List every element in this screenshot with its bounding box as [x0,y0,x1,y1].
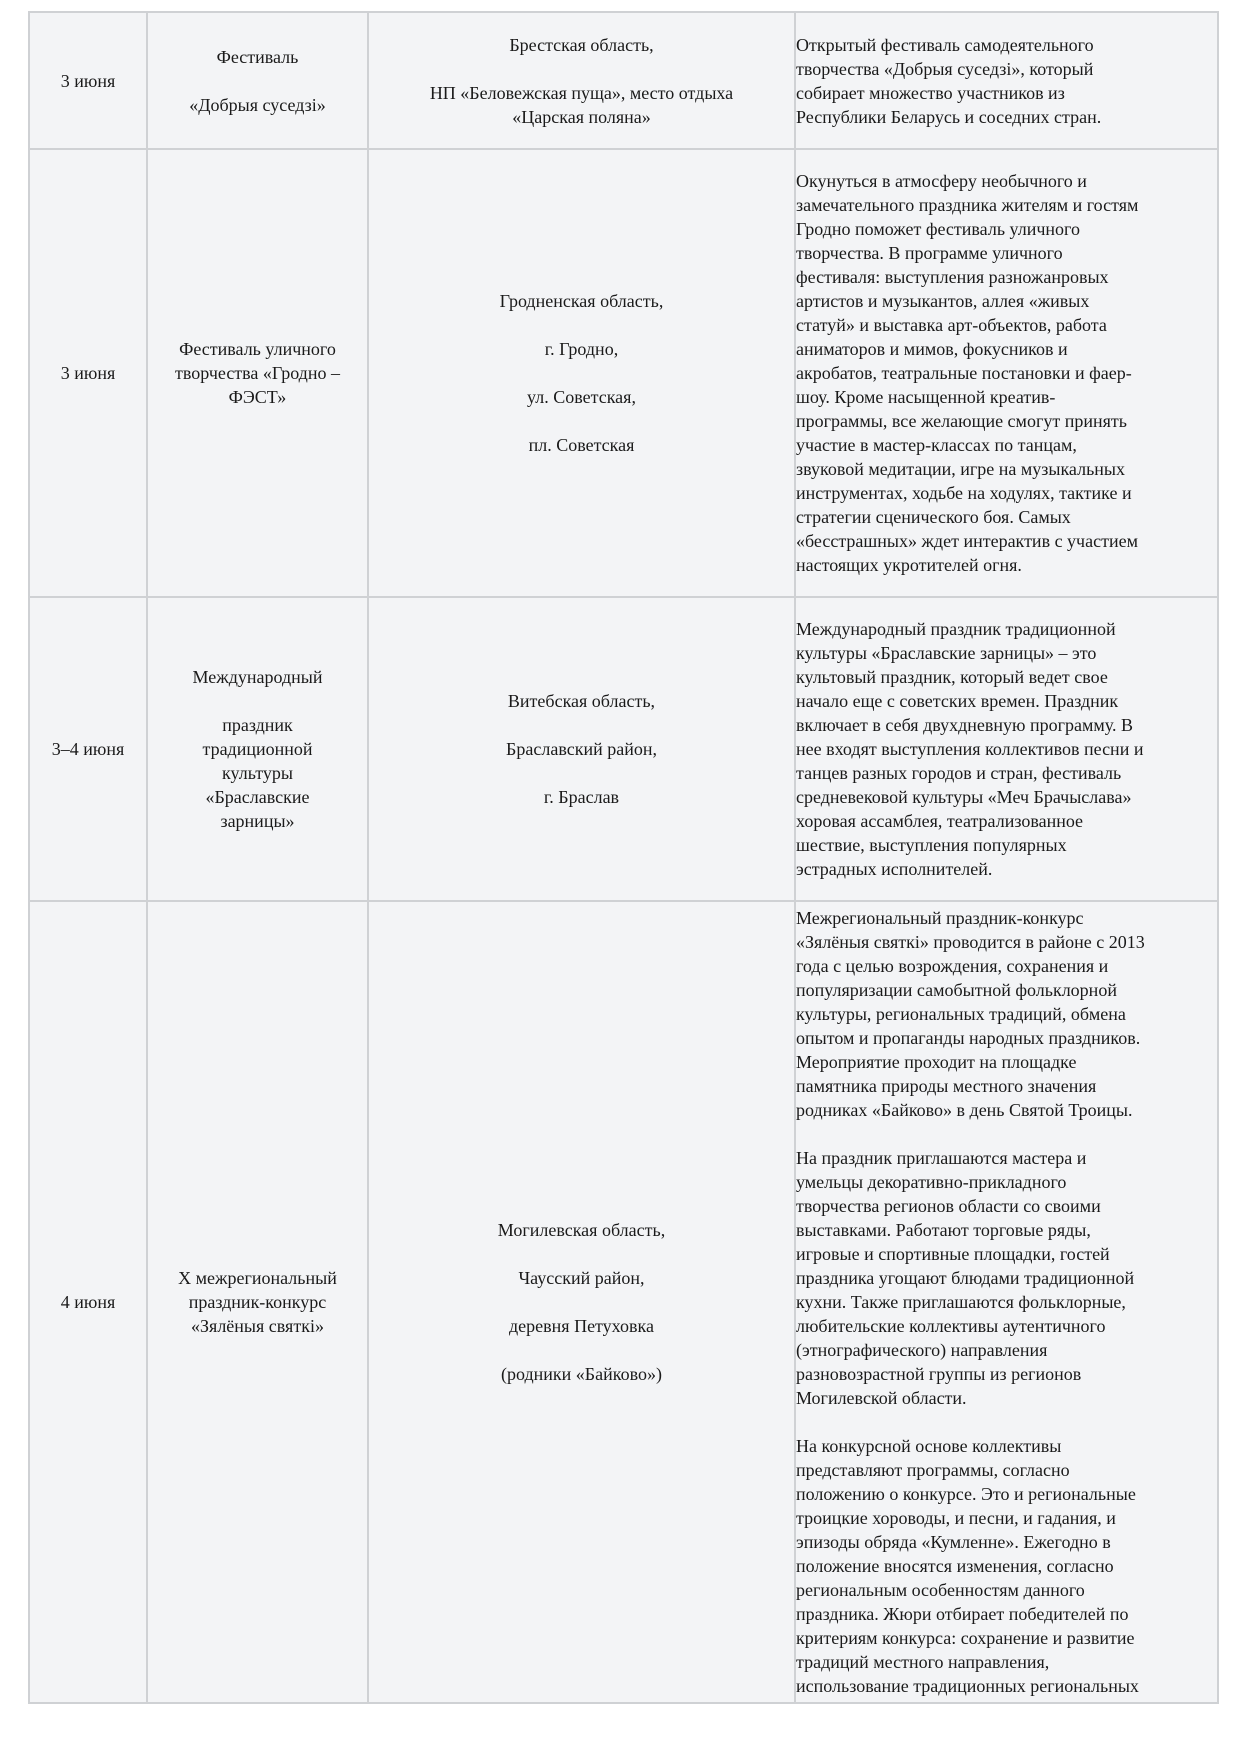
event-place-line: Витебская область, [507,691,656,711]
description-line: использование традиционных региональных [796,1676,1139,1696]
description-line: праздника. Жюри отбирает победителей по [796,1604,1129,1624]
description-line: праздника угощают блюдами традиционной [796,1268,1135,1288]
description-line: включает в себя двухдневную программу. В [796,715,1133,735]
description-line: нее входят выступления коллективов песни и [796,739,1144,759]
events-table [28,11,1219,1704]
description-line: представляют программы, согласно [796,1460,1070,1480]
description-line: стратегии сценического боя. Самых [796,507,1071,527]
line-spacer [369,313,794,337]
description-line: Гродно поможет фестиваль уличного [796,219,1080,239]
description-line: положение вносятся изменения, согласно [796,1556,1114,1576]
description-line: замечательного праздника жителям и гостям [796,195,1139,215]
table-row [29,597,1218,901]
description-line: хоровая ассамблея, театрализованное [796,811,1084,831]
line-spacer [369,761,794,785]
event-name-line: Фестиваль уличного [179,339,336,359]
table-row [29,901,1218,1703]
description-line: «Зялёныя святкі» проводится в районе с 2013 [796,932,1145,952]
description-line: шествие, выступления популярных [796,835,1067,855]
description-line: культовый праздник, который ведет свое [796,667,1108,687]
description-line: инструментах, ходьбе на ходулях, тактике и [796,483,1132,503]
event-place-line: пл. Советская [528,435,635,455]
event-name-line: X межрегиональный [178,1268,337,1288]
description-line: выставками. Работают торговые ряды, [796,1220,1091,1240]
event-description-cell [795,149,1218,597]
description-paragraph [796,1146,1217,1410]
description-line: статуй» и выставка арт-объектов, работа [796,315,1107,335]
line-spacer [369,1290,794,1314]
event-name-line: ФЭСТ» [228,387,287,407]
description-line: На конкурсной основе коллективы [796,1436,1062,1456]
description-line: опытом и пропаганды народных праздников. [796,1028,1141,1048]
line-spacer [369,361,794,385]
table-row [29,149,1218,597]
description-line: участие в мастер-классах по танцам, [796,435,1077,455]
event-place-line: Брестская область, [509,34,654,55]
description-line: популяризации самобытной фольклорной [796,980,1117,1000]
event-name-line: зарницы» [220,811,295,831]
description-line: творчества «Добрыя суседзі», который [796,58,1094,79]
event-place-line: Могилевская область, [497,1220,666,1240]
event-place-cell [368,901,795,1703]
description-line: Окунуться в атмосферу необычного и [796,171,1087,191]
event-place-line: деревня Петуховка [509,1316,654,1336]
event-place-cell [368,12,795,149]
description-line: артистов и музыкантов, аллея «живых [796,291,1090,311]
event-name-line: «Браславские [205,787,310,807]
description-line: (этнографического) направления [796,1340,1048,1360]
description-line: средневековой культуры «Меч Брачыслава» [796,787,1132,807]
event-date-cell [29,901,147,1703]
event-name-cell [147,149,368,597]
description-line: умельцы декоративно-прикладного [796,1172,1067,1192]
description-line: танцев разных городов и стран, фестиваль [796,763,1122,783]
events-table-body [29,12,1218,1703]
event-name-line: традиционной [202,739,313,759]
description-line: эстрадных исполнителей. [796,859,993,879]
event-place-line: Чаусский район, [518,1268,645,1288]
line-spacer [369,57,794,81]
description-line: разновозрастной группы из регионов [796,1364,1082,1384]
event-description-cell [795,901,1218,1703]
event-place-line: Браславский район, [506,739,657,759]
event-name-line: праздник-конкурс [188,1292,327,1312]
description-line: традиций местного направления, [796,1652,1050,1672]
description-line: шоу. Кроме насыщенной креатив- [796,387,1056,407]
description-line: собирает множество участников из [796,82,1065,103]
event-place-line: (родники «Байково») [501,1364,662,1384]
description-paragraph [796,1434,1217,1698]
description-line: памятника природы местного значения [796,1076,1097,1096]
description-line: начало еще с советских времен. Праздник [796,691,1119,711]
description-line: Открытый фестиваль самодеятельного [796,34,1094,55]
event-name-line: творчества «Гродно – [175,363,340,383]
description-line: игровые и спортивные площадки, гостей [796,1244,1110,1264]
event-place-cell [368,597,795,901]
line-spacer [369,713,794,737]
description-paragraph [796,33,1217,129]
event-place-line: г. Браслав [543,787,620,807]
description-line: троицкие хороводы, и песни, и гадания, и [796,1508,1116,1528]
description-line: творчества регионов области со своими [796,1196,1101,1216]
event-name-cell [147,12,368,149]
description-line: программы, все желающие смогут принять [796,411,1127,431]
event-place-line: «Царская поляна» [512,106,651,127]
line-spacer [148,69,367,93]
event-description-cell [795,597,1218,901]
description-line: настоящих укротителей огня. [796,555,1022,575]
event-name-line: праздник [222,715,293,735]
description-line: акробатов, театральные постановки и фаер- [796,363,1132,383]
event-name-line: «Добрыя суседзі» [189,94,326,115]
event-name-line: Фестиваль [216,46,299,67]
event-date: 4 июня [60,1292,116,1312]
event-place-line: г. Гродно, [544,339,619,359]
table-row [29,12,1218,149]
event-place-line: Гродненская область, [499,291,664,311]
description-line: творчества. В программе уличного [796,243,1063,263]
line-spacer [369,1242,794,1266]
description-line: звуковой медитации, игре на музыкальных [796,459,1126,479]
event-name-line: Международный [192,667,323,687]
description-line: Международный праздник традиционной [796,619,1116,639]
description-paragraph [796,169,1217,577]
event-name-cell [147,901,368,1703]
description-paragraph [796,906,1217,1122]
event-date: 3 июня [60,363,116,383]
description-paragraph [796,617,1217,881]
event-date-cell [29,597,147,901]
event-date: 3–4 июня [51,739,125,759]
description-line: фестиваля: выступления разножанровых [796,267,1109,287]
event-name-line: «Зялёныя святкі» [191,1316,324,1336]
description-line: Мероприятие проходит на площадке [796,1052,1077,1072]
event-place-line: НП «Беловежская пуща», место отдыха [429,82,734,103]
description-line: Могилевской области. [796,1388,967,1408]
event-place-line: ул. Советская, [527,387,636,407]
description-line: года с целью возрождения, сохранения и [796,956,1109,976]
description-line: «бесстрашных» ждет интерактив с участием [796,531,1138,551]
line-spacer [148,689,367,713]
description-line: кухни. Также приглашаются фольклорные, [796,1292,1126,1312]
description-line: региональным особенностям данного [796,1580,1085,1600]
description-line: любительские коллективы аутентичного [796,1316,1106,1336]
event-description-cell [795,12,1218,149]
description-line: эпизоды обряда «Кумленне». Ежегодно в [796,1532,1111,1552]
description-line: родниках «Байково» в день Святой Троицы. [796,1100,1133,1120]
line-spacer [369,1338,794,1362]
description-line: критериям конкурса: сохранение и развитие [796,1628,1135,1648]
event-date: 3 июня [60,70,116,91]
description-line: культуры, региональных традиций, обмена [796,1004,1126,1024]
description-line: аниматоров и мимов, фокусников и [796,339,1068,359]
event-place-cell [368,149,795,597]
description-line: Межрегиональный праздник-конкурс [796,908,1084,928]
event-date-cell [29,149,147,597]
line-spacer [369,409,794,433]
description-line: положению о конкурсе. Это и региональные [796,1484,1136,1504]
event-name-cell [147,597,368,901]
event-name-line: культуры [222,763,293,783]
description-line: На праздник приглашаются мастера и [796,1148,1087,1168]
description-line: Республики Беларусь и соседних стран. [796,106,1102,127]
description-line: культуры «Браславские зарницы» – это [796,643,1097,663]
event-date-cell [29,12,147,149]
